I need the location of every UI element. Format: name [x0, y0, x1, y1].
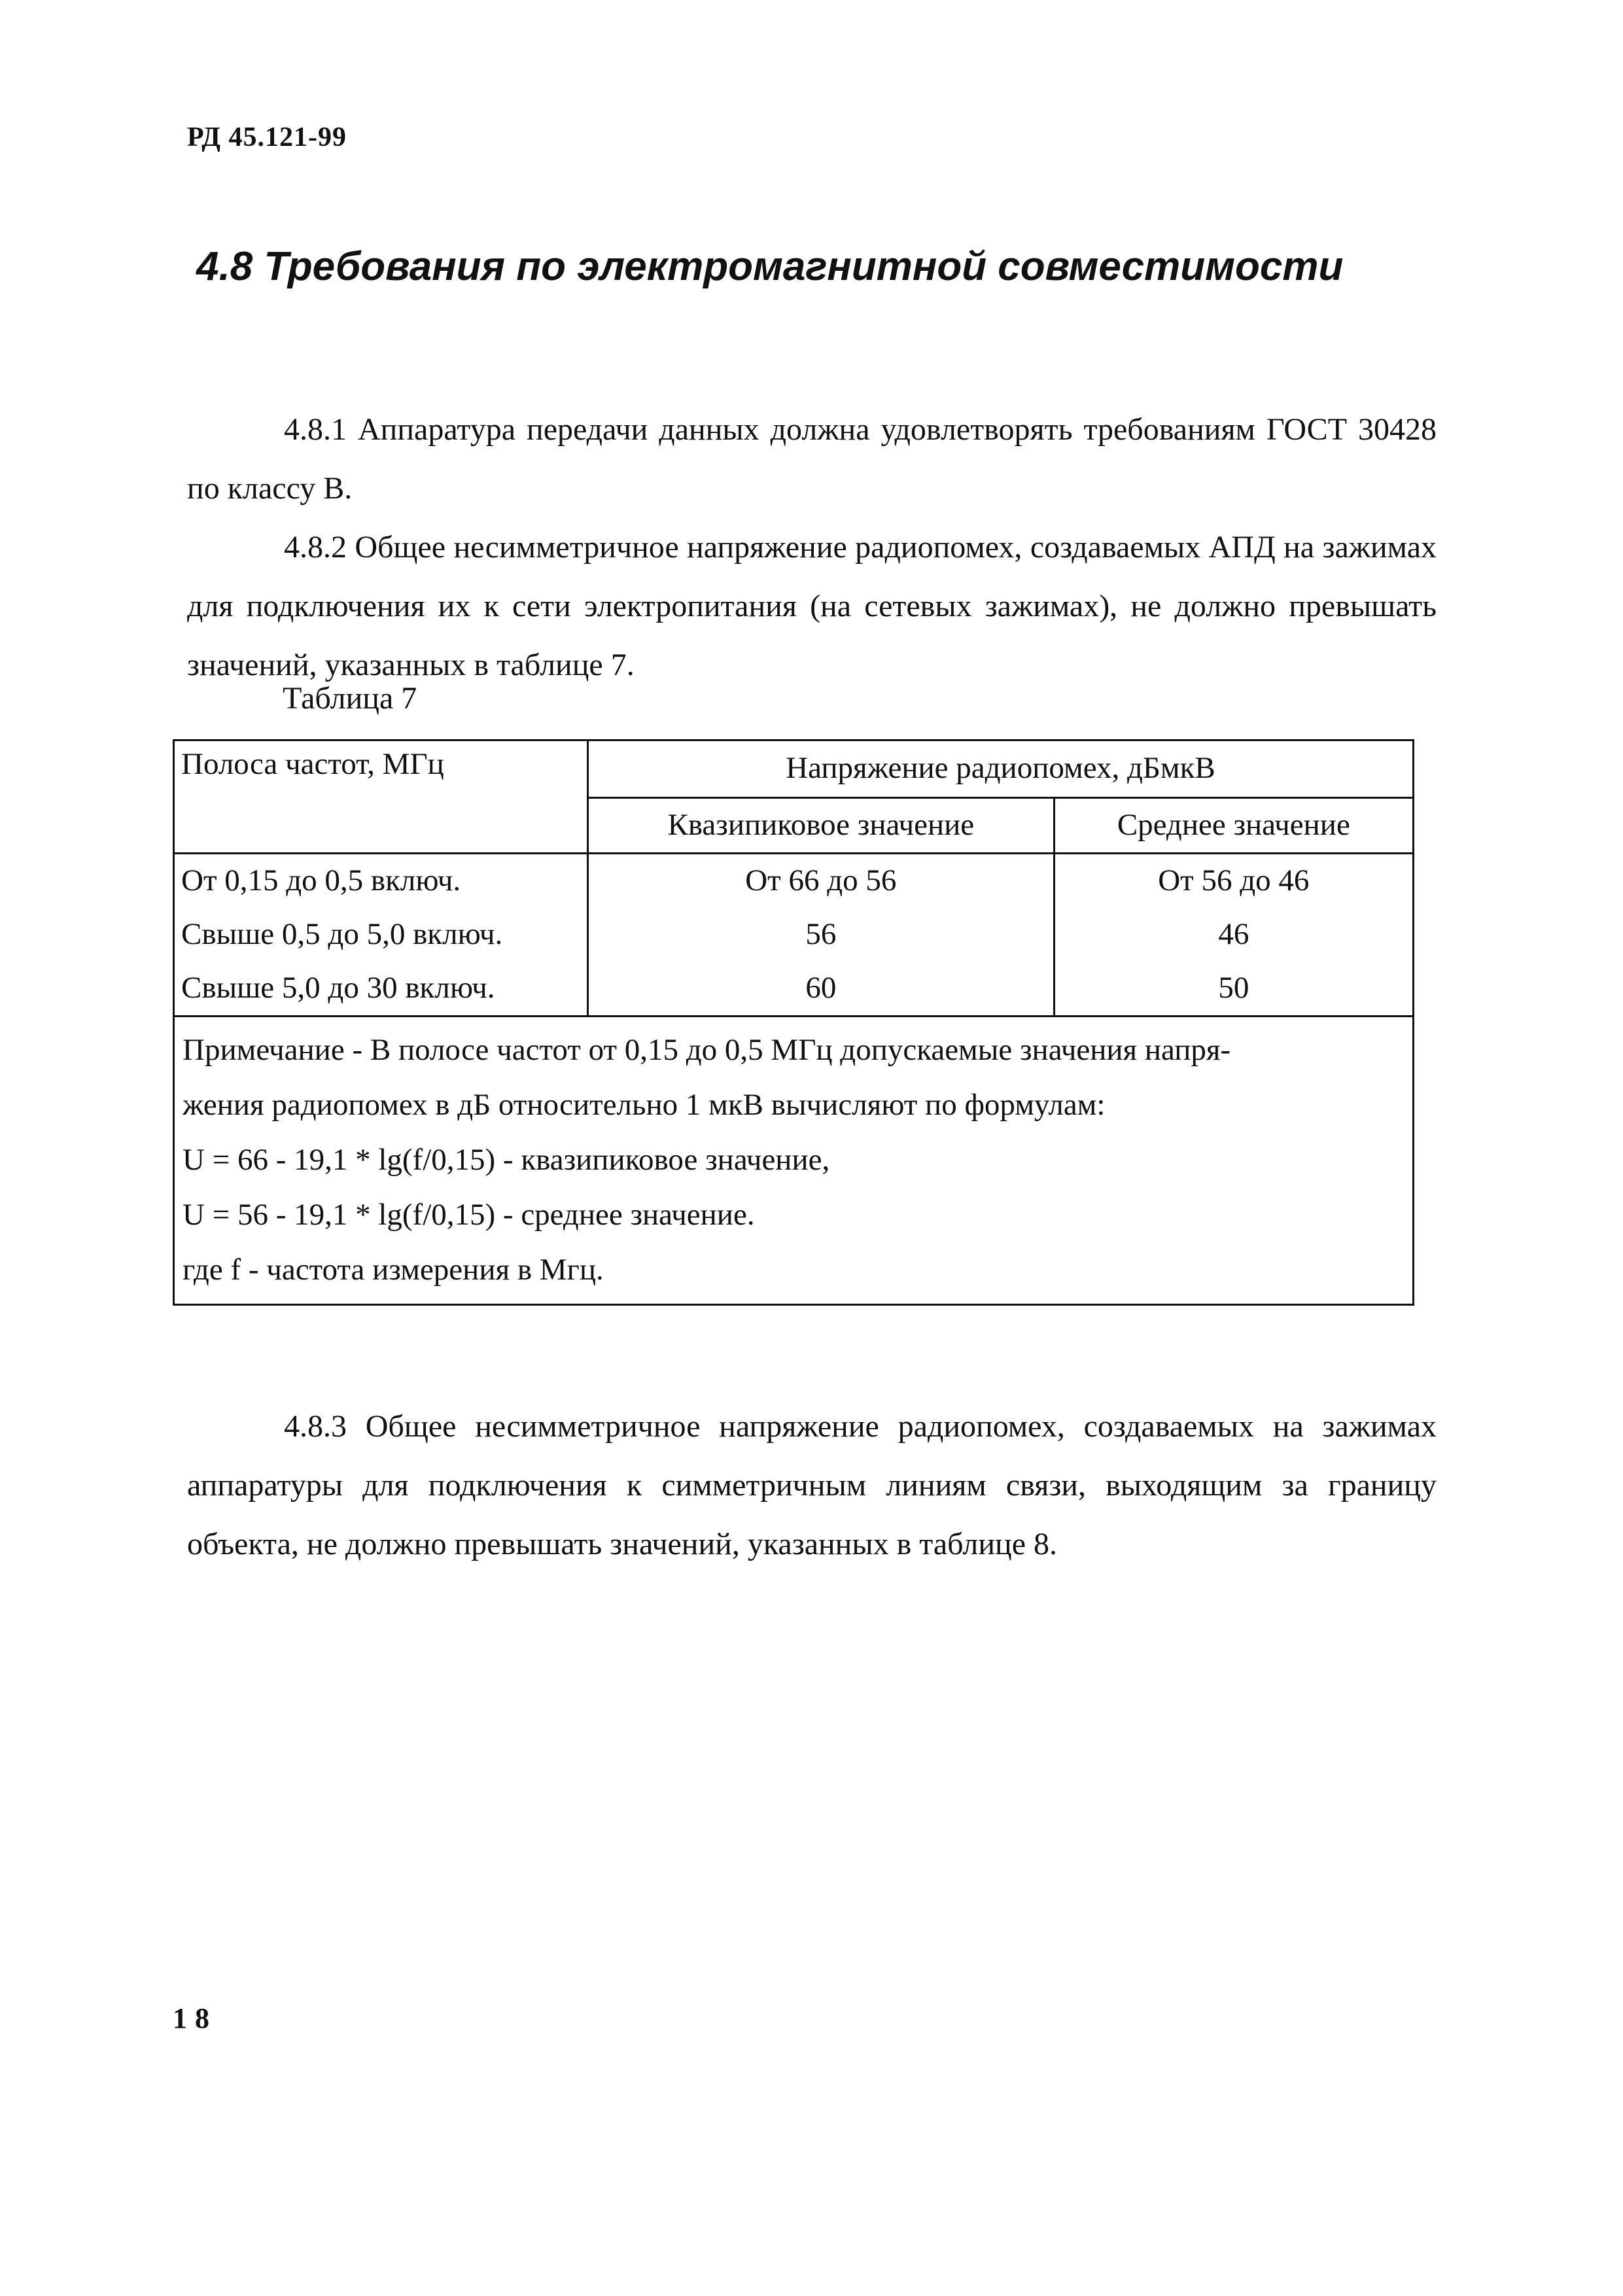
note-formula-average: U = 56 - 19,1 * lg(f/0,15) - среднее значение.: [183, 1198, 755, 1232]
header-frequency-band: Полоса частот, МГц: [174, 740, 588, 854]
cell-band: От 0,15 до 0,5 включ.: [174, 854, 588, 909]
paragraph-4-8-1: 4.8.1 Аппаратура передачи данных должна удовлетворять требованиям ГОСТ 30428 по классу В.: [187, 412, 1437, 506]
document-code: РД 45.121-99: [187, 122, 347, 152]
table-row: [174, 854, 1414, 909]
table-header-row: [174, 740, 1414, 798]
cell-band: Свыше 0,5 до 5,0 включ.: [174, 908, 588, 962]
table-note: [174, 1017, 1414, 1305]
cell-average: От 56 до 46: [1054, 854, 1413, 909]
cell-quasi-peak: 56: [588, 908, 1055, 962]
note-line: жения радиопомех в дБ относительно 1 мкВ вычисляют по формулам:: [183, 1088, 1106, 1122]
table-row: [174, 962, 1414, 1017]
table-note-row: [174, 1017, 1414, 1305]
section-title: 4.8 Требования по электромагнитной совместимости: [196, 244, 1344, 289]
cell-average: 46: [1054, 908, 1413, 962]
cell-average: 50: [1054, 962, 1413, 1017]
note-formula-quasi-peak: U = 66 - 19,1 * lg(f/0,15) - квазипиковое значение,: [183, 1143, 830, 1177]
paragraph-4-8-2: 4.8.2 Общее несимметричное напряжение радиопомех, создаваемых АПД на зажимах для подключения их к сети электропитания (на сетевых зажимах), не должно превышать значений, указанных в таблице 7.: [187, 530, 1437, 682]
header-average: Среднее значение: [1054, 797, 1413, 854]
cell-band: Свыше 5,0 до 30 включ.: [174, 962, 588, 1017]
note-line: Примечание - В полосе частот от 0,15 до 0,5 МГц допускаемые значения напря-: [183, 1033, 1231, 1067]
table-caption: Таблица 7: [283, 681, 417, 716]
cell-quasi-peak: От 66 до 56: [588, 854, 1055, 909]
page-number: 18: [173, 2002, 217, 2034]
emc-limits-table: [173, 739, 1414, 1306]
header-quasi-peak: Квазипиковое значение: [588, 797, 1055, 854]
cell-quasi-peak: 60: [588, 962, 1055, 1017]
paragraph-4-8-3: 4.8.3 Общее несимметричное напряжение радиопомех, создаваемых на зажимах аппаратуры для подключения к симметричным линиям связи, выходящим за границу объекта, не должно превышать значений, указанных в таблице 8.: [187, 1409, 1437, 1561]
note-line: где f - частота измерения в Мгц.: [183, 1253, 604, 1287]
header-interference-voltage: Напряжение радиопомех, дБмкВ: [588, 740, 1414, 798]
table-row: [174, 908, 1414, 962]
